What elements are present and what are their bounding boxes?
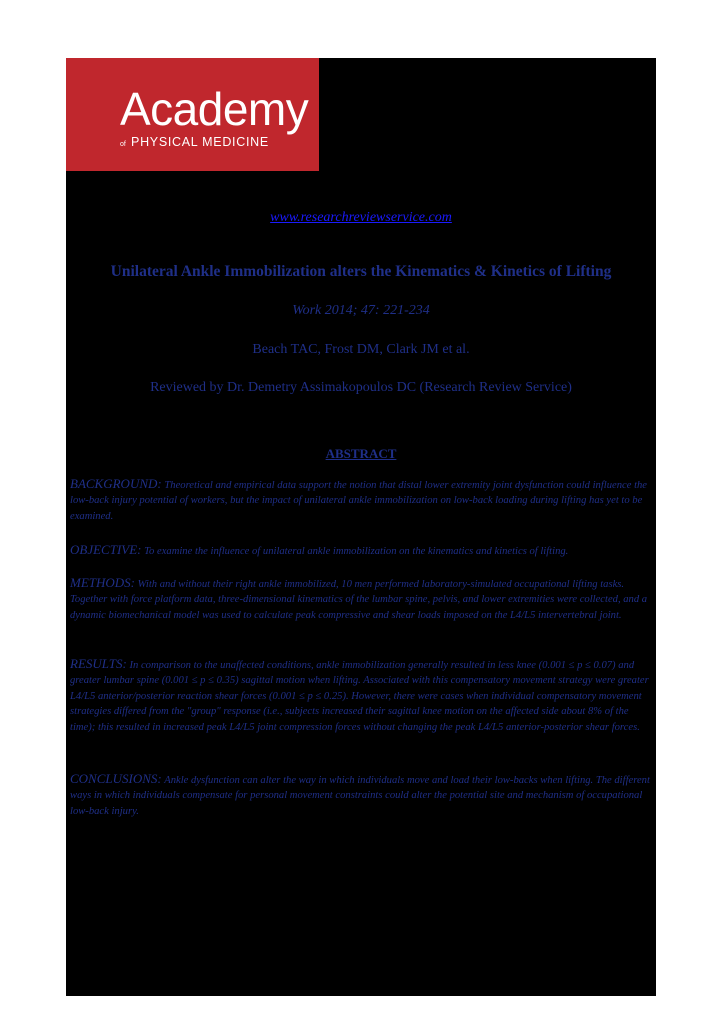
section-label: OBJECTIVE: [70, 542, 142, 557]
logo-subtitle-text: PHYSICAL MEDICINE [131, 135, 269, 149]
section-text: With and without their right ankle immobilized, 10 men performed laboratory-simulated occupational lifting tasks. Together with force platform data, three-dimensional kinematics of the lumbar spine, pelvis, and lower extremities were collected, and a dynamic biomechanical model was used to calculate peak compressive and shear loads imposed on the L4/L5 intervertebral joint. [70, 579, 648, 621]
abstract-conclusions [70, 771, 656, 819]
website-link[interactable]: www.researchreviewservice.com [270, 210, 452, 225]
logo-name: Academy [120, 83, 309, 135]
logo-subtitle [120, 135, 269, 152]
abstract-background [70, 476, 656, 524]
section-text: In comparison to the unaffected conditions, ankle immobilization generally resulted in less knee (0.001 ≤ p ≤ 0.07) and greater lumbar spine (0.001 ≤ p ≤ 0.35) sagittal motion when lifting. Associated with this compensatory movement strategy were greater L4/L5 anterior/posterior reaction shear forces (0.001 ≤ p ≤ 0.25). However, there were cases when individual compensatory movement strategies differed from the "group" response (i.e., subjects increased their sagittal knee motion on the affected side about 8% of the time); this resulted in increased peak L4/L5 joint compression forces without changing the peak L4/L5 anterior-posterior shear forces. [70, 660, 649, 733]
logo-subtitle-prefix: of [120, 141, 126, 148]
abstract-methods [70, 575, 656, 623]
reviewer-line: Reviewed by Dr. Demetry Assimakopoulos DC (Research Review Service) [150, 380, 572, 395]
section-text: To examine the influence of unilateral ankle immobilization on the kinematics and kinetics of lifting. [144, 546, 569, 557]
section-label: BACKGROUND: [70, 476, 162, 491]
section-label: METHODS: [70, 575, 135, 590]
academy-logo [66, 58, 319, 171]
section-text: Ankle dysfunction can alter the way in which individuals move and load their low-backs when lifting. The different ways in which individuals compensate for personal movement constraints could alter the potential site and mechanism of occupational low-back injury. [70, 775, 650, 817]
abstract-objective [70, 542, 656, 559]
section-text: Theoretical and empirical data support the notion that distal lower extremity joint dysfunction could influence the low-back injury potential of workers, but the impact of unilateral ankle immobilization on low-back loading during lifting has yet to be examined. [70, 480, 648, 522]
abstract-results [70, 656, 656, 735]
paper-authors: Beach TAC, Frost DM, Clark JM et al. [252, 342, 470, 357]
section-label: RESULTS: [70, 656, 127, 671]
document-page [66, 58, 656, 996]
journal-citation: Work 2014; 47: 221-234 [292, 303, 430, 318]
paper-title: Unilateral Ankle Immobilization alters the Kinematics & Kinetics of Lifting [110, 263, 612, 280]
section-label: CONCLUSIONS: [70, 771, 162, 786]
abstract-heading: ABSTRACT [325, 446, 397, 461]
